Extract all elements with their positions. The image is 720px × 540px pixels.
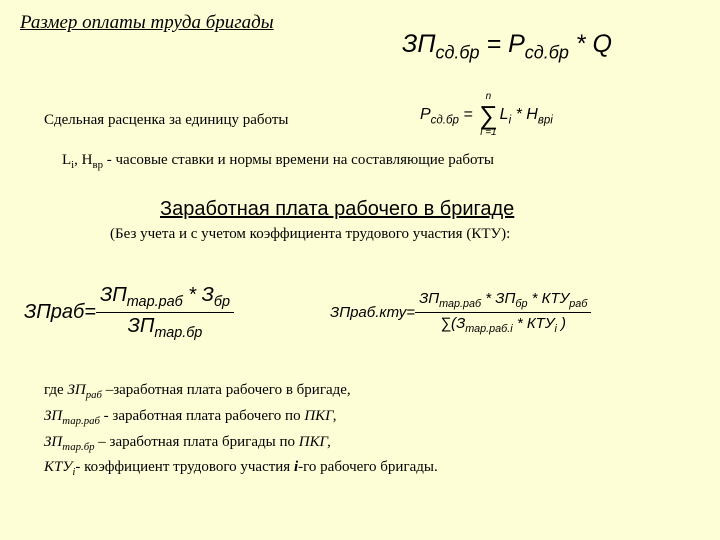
formula-operator: * Q [568,30,612,58]
definition-tail: ПКГ, [304,407,337,424]
sum-upper-limit: n [485,91,492,102]
definition-line [44,457,438,483]
note-symbol: L [62,152,72,168]
formula-symbol: P [508,30,525,58]
definition-symbol: ЗП [44,433,63,450]
formula-brigade-pay [402,30,612,63]
note-text: - часовые ставки и нормы времени на составляющие работы [103,152,494,168]
formula-subscript: тар.раб [439,297,482,310]
formula-subscript: сд.бр [524,42,569,63]
formula-symbol: ЗП [495,290,516,307]
formula-symbol: ЗП [99,284,127,306]
definition-subscript: тар.бр [62,440,95,453]
formula-subscript: i [554,322,557,335]
definition-text: - коэффициент трудового участия [75,459,294,476]
formula-piece-rate [420,92,553,138]
fraction-numerator [415,290,591,313]
formula-symbol: ЗП [419,290,440,307]
note-symbol: , H [74,152,93,168]
formula-operator: * [511,106,527,124]
definition-tail: -го рабочего бригады. [298,459,438,476]
formula-operator: = [406,303,416,321]
formula-subscript: врi [537,114,553,127]
definition-text: - заработная плата рабочего по [99,407,305,424]
formula-symbol: З [456,314,466,332]
formula-operator: * [512,314,527,332]
formula-operator: = [458,106,478,124]
formula-symbol: ЗПраб [24,301,85,324]
formula-worker-pay [24,284,234,341]
formula-subscript: раб [569,297,588,310]
formula-symbol: P [420,106,431,124]
sum-symbol: ∑ [479,100,498,130]
formula-symbol: L [499,106,509,124]
formula-operator: * [481,290,496,307]
fraction [96,284,234,341]
section-heading: Заработная плата рабочего в бригаде [160,198,515,220]
sum-sign [479,92,498,138]
definition-subscript: раб [85,388,102,401]
fraction-denominator [436,313,570,335]
definition-text: –заработная плата рабочего в бригаде, [101,382,351,398]
formula-operator: ) [556,314,567,332]
formula-subscript: сд.бр [435,42,480,63]
fraction [415,290,591,335]
formula-subscript: бр [213,294,230,311]
formula-symbol: ЗП [127,315,155,338]
formula-symbol: КТУ [541,290,570,307]
definition-tail: i [293,459,299,476]
definition-line [44,406,438,432]
formula-symbol: H [526,106,538,124]
formula-operator: * [527,290,542,307]
formula-symbol: КТУ [526,314,555,332]
definition-subscript: i [72,466,76,479]
definition-symbol: КТУ [44,459,73,476]
definition-line [44,380,438,406]
formula-operator: * [182,284,202,306]
rates-note [62,152,494,171]
definition-symbol: ЗП [44,407,63,424]
formula-operator: ∑( [440,314,457,332]
definition-prefix: где [44,382,68,398]
definition-symbol: ЗП [67,382,86,398]
formula-operator: = [479,30,509,58]
formula-symbol: ЗП [402,30,436,58]
fraction-numerator [96,284,234,313]
formula-subscript: i [508,114,512,127]
definition-line [44,432,438,458]
piece-rate-label: Сдельная расценка за единицу работы [44,112,289,128]
formula-subscript: тар.бр [154,325,203,342]
slide-title: Размер оплаты труда бригады [20,12,274,33]
formula-subscript: сд.бр [430,114,459,127]
note-subscript: i [71,158,75,171]
formula-worker-pay-ktu [330,290,591,335]
formula-symbol: ЗПраб.кту [330,303,407,321]
sum-lower-limit: i =1 [480,127,497,138]
formula-subscript: тар.раб.i [465,322,513,335]
definition-tail: ПКГ, [298,433,331,450]
note-subscript: вр [92,158,104,171]
formula-operator: = [84,301,96,324]
definition-text: – заработная плата бригады по [94,433,299,450]
formula-subscript: тар.раб [126,294,183,311]
section-subheading: (Без учета и с учетом коэффициента трудового участия (КТУ): [110,226,511,242]
definitions-list [44,380,438,483]
formula-subscript: бр [515,297,528,310]
definition-subscript: тар.раб [62,414,100,427]
fraction-denominator [124,313,207,341]
formula-symbol: З [201,284,214,306]
